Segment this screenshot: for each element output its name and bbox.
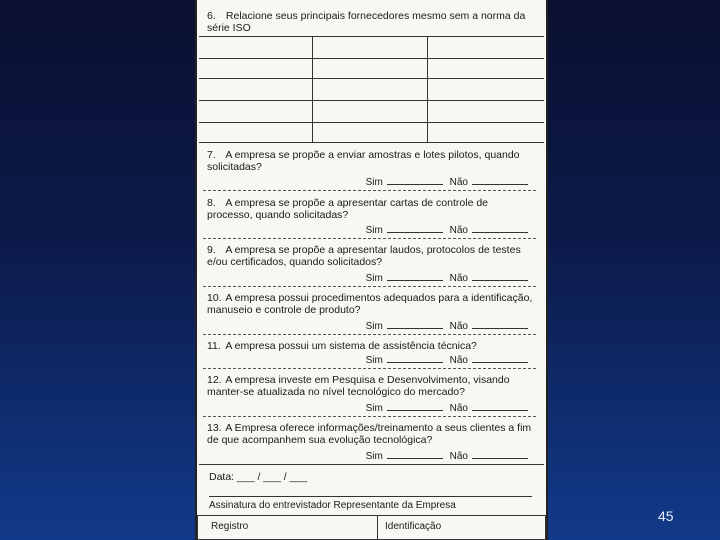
sim-label: Sim — [365, 355, 383, 366]
table-line — [199, 58, 544, 59]
nao-label: Não — [449, 225, 468, 236]
scanned-form — [195, 0, 548, 540]
nao-blank[interactable] — [472, 320, 528, 329]
question-number: 13. — [207, 422, 222, 434]
question-13 — [207, 422, 534, 446]
sim-blank[interactable] — [387, 176, 443, 185]
question-text: A Empresa oferece informações/treinamento a seus clientes a fim de que acompanhem sua evolução tecnológica? — [207, 422, 532, 446]
question-text: A empresa possui procedimentos adequados para a identificação, manuseio e controle de produto? — [207, 292, 533, 316]
table-line — [199, 100, 544, 101]
sim-blank[interactable] — [387, 354, 443, 363]
question-number: 7. — [207, 149, 216, 161]
sim-blank[interactable] — [387, 320, 443, 329]
nao-blank[interactable] — [472, 402, 528, 411]
table-line — [199, 36, 544, 37]
table-column-divider — [312, 36, 313, 142]
registro-label: Registro — [211, 521, 249, 532]
answer-row — [366, 224, 532, 236]
sim-blank[interactable] — [387, 224, 443, 233]
nao-blank[interactable] — [472, 224, 528, 233]
footer-divider — [377, 515, 378, 540]
nao-blank[interactable] — [472, 450, 528, 459]
question-number: 6. — [207, 10, 216, 22]
question-12 — [207, 374, 534, 398]
separator — [203, 286, 536, 287]
identificacao-label: Identificação — [385, 521, 442, 532]
question-10 — [207, 292, 534, 316]
question-11 — [207, 340, 534, 352]
question-7 — [207, 149, 534, 173]
sim-label: Sim — [365, 321, 383, 332]
answer-row — [366, 354, 532, 366]
question-number: 8. — [207, 197, 216, 209]
separator — [199, 464, 544, 465]
question-number: 11. — [207, 340, 221, 352]
answer-row — [366, 176, 532, 188]
sim-label: Sim — [365, 451, 383, 462]
nao-label: Não — [449, 273, 468, 284]
question-text: A empresa se propõe a apresentar laudos, protocolos de testes e/ou certificados, quando solicitados? — [207, 244, 521, 268]
question-text: A empresa se propõe a apresentar cartas de controle de processo, quando solicitadas? — [207, 197, 489, 221]
signature-label: Assinatura do entrevistador Representante da Empresa — [209, 500, 456, 511]
slide-number: 45 — [658, 508, 674, 524]
table-line — [199, 142, 544, 143]
table-line — [199, 122, 544, 123]
question-text: Relacione seus principais fornecedores mesmo sem a norma da série ISO — [207, 10, 526, 34]
sim-label: Sim — [365, 403, 383, 414]
table-column-divider — [427, 36, 428, 142]
separator — [203, 334, 536, 335]
question-6 — [207, 10, 534, 34]
sim-label: Sim — [365, 273, 383, 284]
footer-box — [197, 515, 546, 540]
separator — [203, 368, 536, 369]
answer-row — [366, 320, 532, 332]
table-line — [199, 78, 544, 79]
question-text: A empresa se propõe a enviar amostras e lotes pilotos, quando solicitadas? — [207, 149, 520, 173]
sim-blank[interactable] — [387, 450, 443, 459]
nao-blank[interactable] — [472, 176, 528, 185]
nao-label: Não — [449, 451, 468, 462]
separator — [203, 190, 536, 191]
nao-label: Não — [449, 403, 468, 414]
question-text: A empresa investe em Pesquisa e Desenvolvimento, visando manter-se atualizada no nível tecnológico do mercado? — [207, 374, 510, 398]
question-text: A empresa possui um sistema de assistência técnica? — [225, 340, 477, 352]
sim-label: Sim — [365, 225, 383, 236]
nao-label: Não — [449, 321, 468, 332]
answer-row — [366, 402, 532, 414]
question-8 — [207, 197, 534, 221]
separator — [203, 238, 536, 239]
separator — [203, 416, 536, 417]
question-number: 12. — [207, 374, 222, 386]
nao-blank[interactable] — [472, 354, 528, 363]
answer-row — [366, 272, 532, 284]
sim-blank[interactable] — [387, 272, 443, 281]
nao-label: Não — [449, 355, 468, 366]
answer-row — [366, 450, 532, 462]
question-number: 9. — [207, 244, 216, 256]
sim-label: Sim — [365, 177, 383, 188]
question-number: 10. — [207, 292, 222, 304]
nao-label: Não — [449, 177, 468, 188]
nao-blank[interactable] — [472, 272, 528, 281]
date-field[interactable]: Data: ___ / ___ / ___ — [209, 471, 308, 483]
signature-line — [209, 496, 532, 497]
sim-blank[interactable] — [387, 402, 443, 411]
question-9 — [207, 244, 534, 268]
